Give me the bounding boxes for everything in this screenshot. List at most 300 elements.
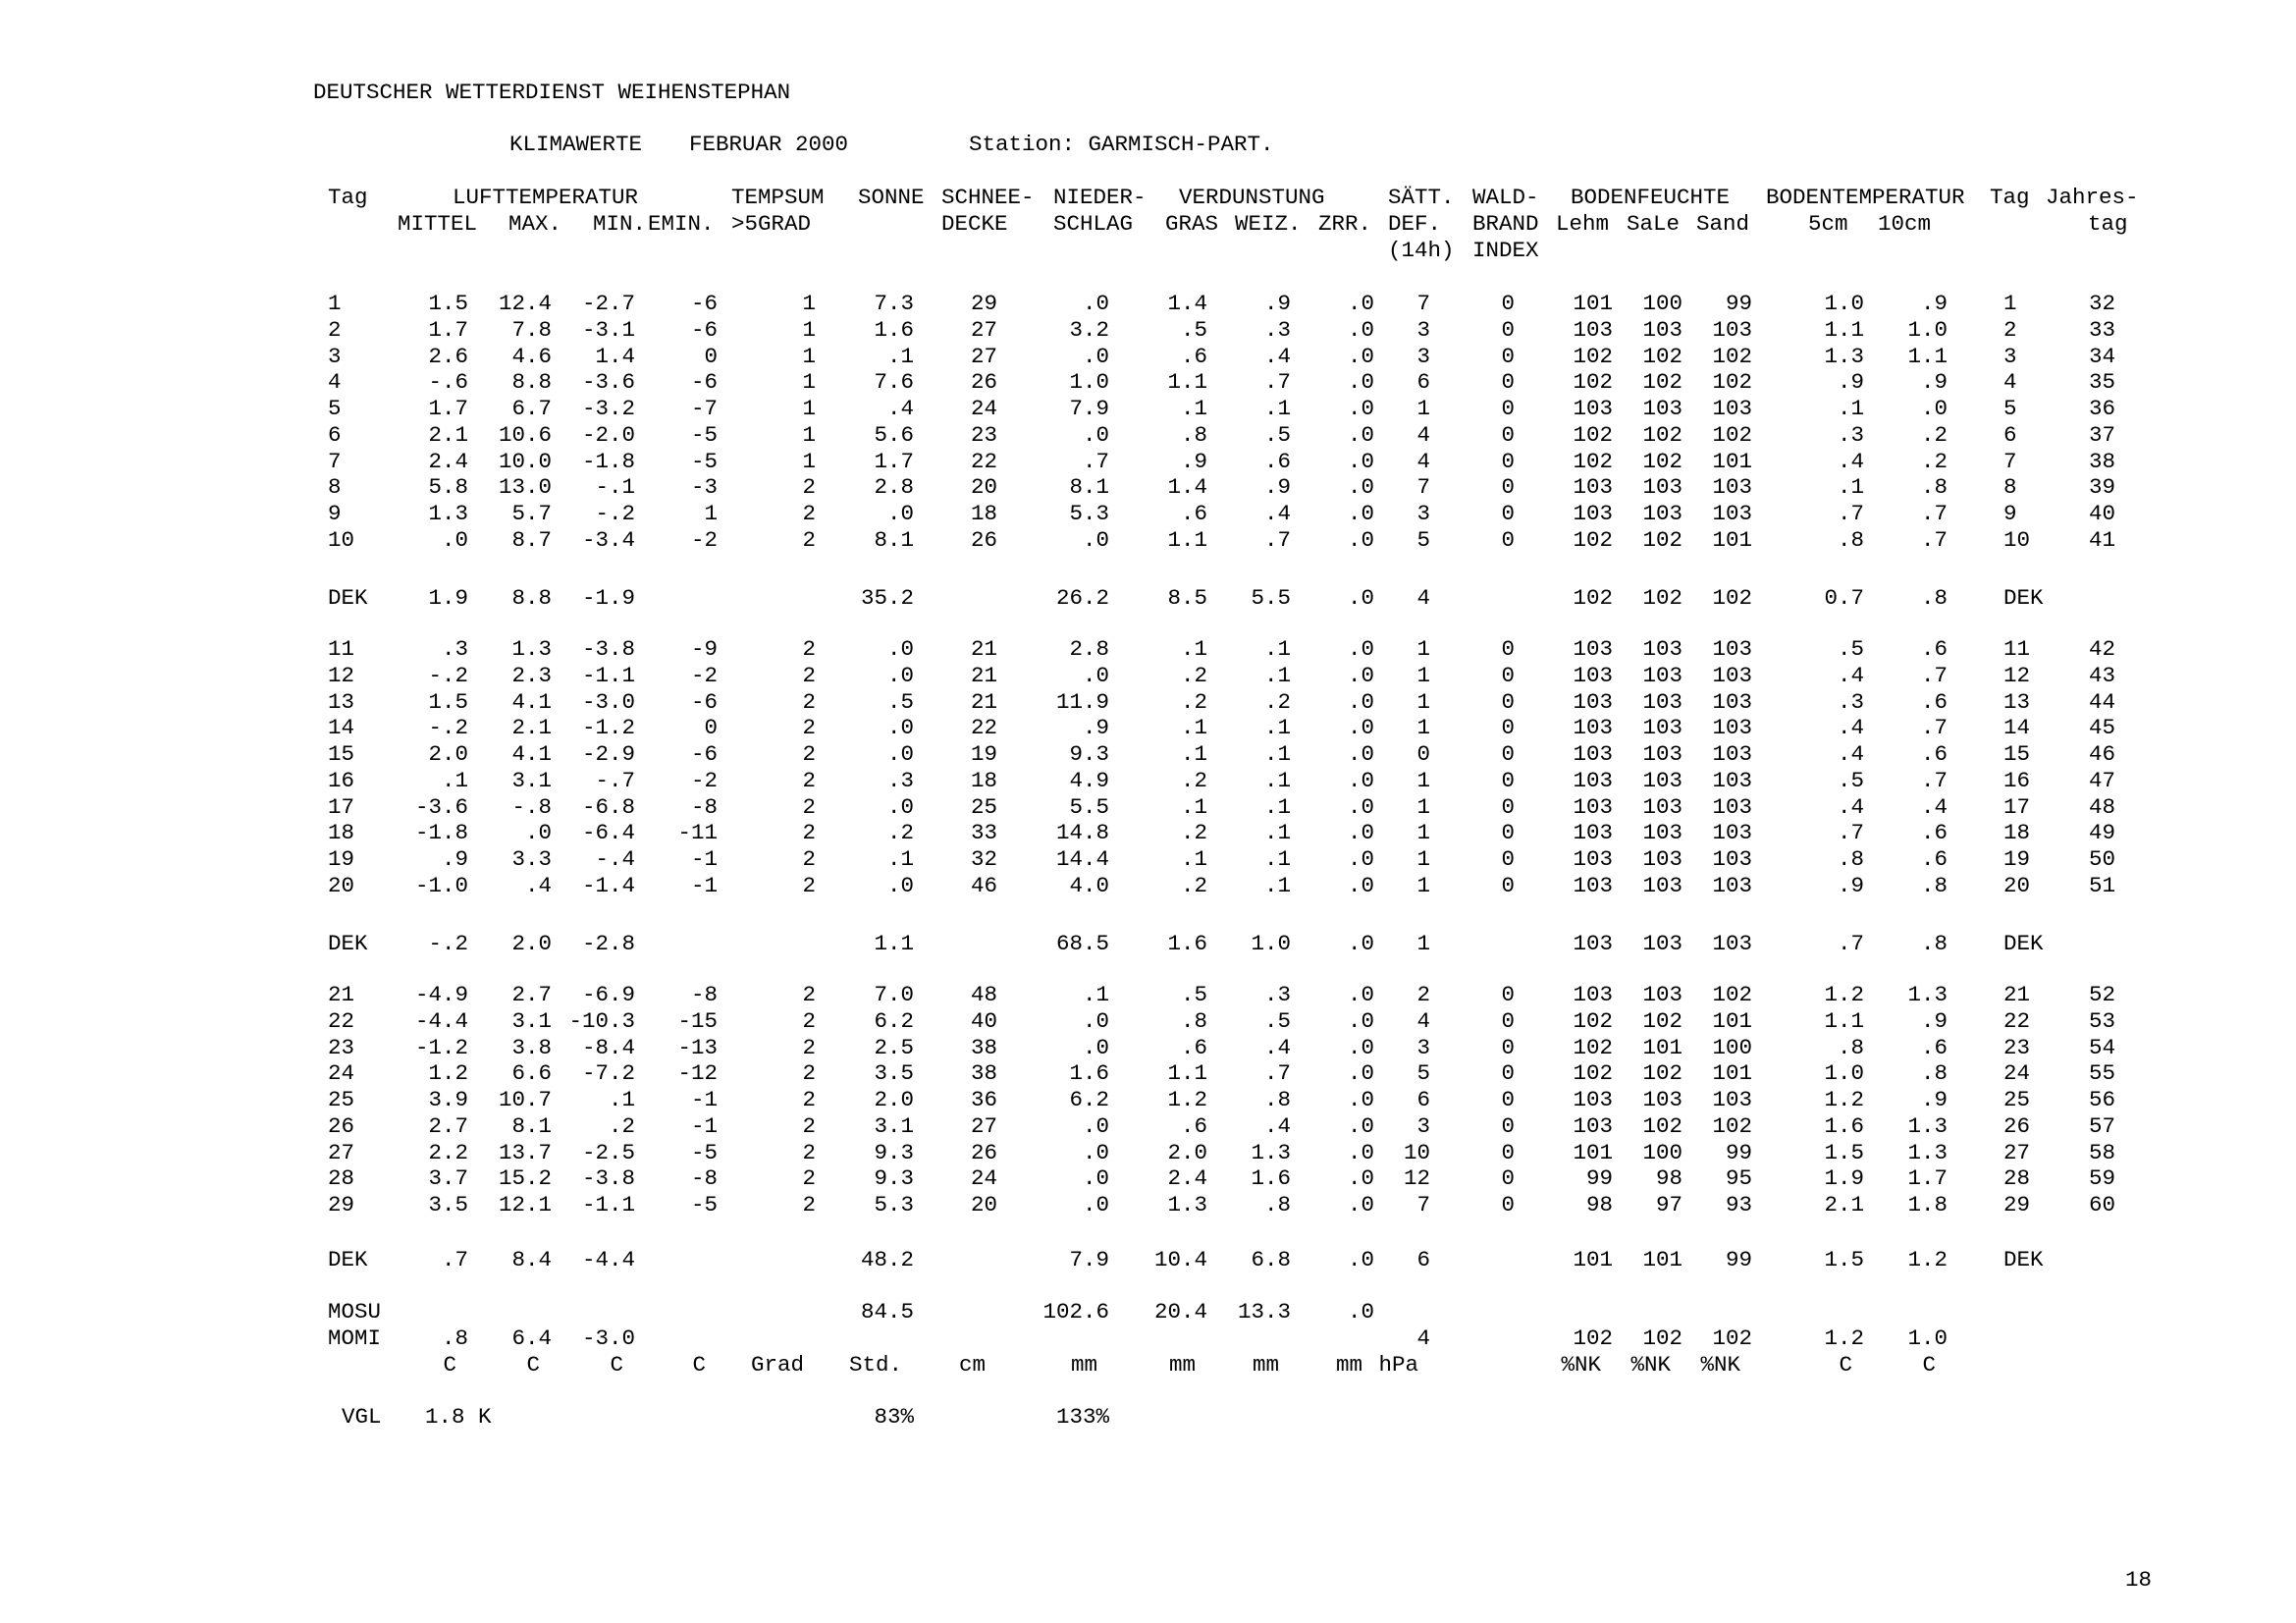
- col-evap-zrr-cell: .0: [1347, 369, 1374, 396]
- col-air-temp-emin-cell: 0: [704, 343, 718, 369]
- col-saturation-deficit-cell: 3: [1416, 316, 1430, 343]
- col-soil-moisture-sandy-loam-cell: 100: [1642, 1139, 1682, 1165]
- day-row: [0, 1008, 2296, 1035]
- col-day-repeat-cell: 4: [2003, 369, 2017, 396]
- col-soil-temp-5cm-cell: 1.0: [1824, 1060, 1864, 1087]
- day-row: [0, 1113, 2296, 1140]
- col-evap-grass-cell: 20.4: [1153, 1299, 1207, 1325]
- day-row: [0, 820, 2296, 846]
- col-tempsum-cell: 1: [802, 343, 816, 369]
- header-5cm: 5cm: [1808, 211, 1848, 237]
- col-forest-fire-index-cell: 0: [1501, 474, 1515, 501]
- col-tempsum-cell: 2: [802, 1087, 816, 1112]
- col-soil-moisture-sandy-loam-cell: 101: [1642, 1247, 1682, 1272]
- unit-label: hPa: [1378, 1352, 1418, 1378]
- col-evap-zrr-cell: .0: [1347, 501, 1374, 526]
- col-soil-temp-10cm-cell: 1.7: [1907, 1165, 1948, 1192]
- col-sunshine-cell: 2.5: [874, 1034, 914, 1060]
- col-air-temp-mean-cell: 2.6: [428, 343, 468, 369]
- col-air-temp-mean-cell: -1.8: [414, 820, 468, 846]
- col-soil-temp-5cm-cell: .1: [1837, 474, 1864, 501]
- col-evap-wheat-cell: .6: [1263, 448, 1291, 474]
- header-saturation: SÄTT.: [1388, 185, 1455, 210]
- col-day-of-year-cell: 51: [2088, 872, 2115, 898]
- col-day-of-year-cell: 46: [2088, 741, 2115, 767]
- col-air-temp-min-cell: -2.5: [581, 1139, 635, 1165]
- col-evap-wheat-cell: .1: [1263, 715, 1291, 741]
- col-soil-temp-10cm-cell: .6: [1920, 820, 1948, 846]
- col-air-temp-max-cell: 8.1: [511, 1112, 552, 1139]
- col-air-temp-emin-cell: -5: [690, 421, 718, 448]
- col-air-temp-max-cell: 10.6: [498, 421, 552, 448]
- col-soil-moisture-sand-cell: 103: [1712, 662, 1752, 688]
- col-evap-grass-cell: .5: [1180, 982, 1207, 1007]
- header-sandy-loam: SaLe: [1627, 211, 1681, 237]
- col-day-cell: 5: [328, 396, 342, 421]
- col-air-temp-emin-cell: -1: [690, 1112, 718, 1139]
- col-evap-wheat-cell: .1: [1263, 846, 1291, 872]
- col-soil-moisture-loam-cell: 101: [1573, 291, 1613, 316]
- col-day-repeat-cell: 9: [2003, 501, 2017, 526]
- col-soil-moisture-sandy-loam-cell: 97: [1655, 1192, 1682, 1217]
- col-day-cell: 13: [328, 688, 355, 715]
- col-evap-zrr-cell: .0: [1347, 1060, 1374, 1087]
- day-row: [0, 291, 2296, 317]
- col-tempsum-cell: 2: [802, 1165, 816, 1192]
- col-sunshine-cell: .0: [886, 872, 914, 898]
- col-soil-temp-5cm-cell: .8: [1837, 526, 1864, 553]
- col-soil-temp-10cm-cell: .9: [1920, 369, 1948, 396]
- col-day-cell: 12: [328, 662, 355, 688]
- header-row: [0, 185, 2296, 211]
- col-precipitation-cell: 14.8: [1055, 820, 1109, 846]
- col-air-temp-min-cell: -.4: [595, 846, 635, 872]
- col-evap-wheat-cell: .1: [1263, 396, 1291, 421]
- col-soil-moisture-sandy-loam-cell: 103: [1642, 715, 1682, 741]
- col-sunshine-cell: 1.1: [874, 931, 914, 956]
- col-soil-temp-10cm-cell: .9: [1920, 1087, 1948, 1112]
- col-day-of-year-cell: 34: [2088, 343, 2115, 369]
- col-saturation-deficit-cell: 5: [1416, 1060, 1430, 1087]
- col-day-repeat-cell: 22: [2003, 1007, 2031, 1034]
- col-day-of-year-cell: 60: [2088, 1192, 2115, 1217]
- col-air-temp-mean-cell: 1.3: [428, 501, 468, 526]
- col-soil-temp-5cm-cell: .4: [1837, 715, 1864, 741]
- col-evap-wheat-cell: .4: [1263, 1112, 1291, 1139]
- day-row: [0, 741, 2296, 768]
- header-above-5-deg: >5GRAD: [731, 211, 812, 237]
- col-saturation-deficit-cell: 6: [1416, 1247, 1430, 1272]
- col-tempsum-cell: 2: [802, 662, 816, 688]
- col-evap-wheat-cell: .1: [1263, 872, 1291, 898]
- header-sunshine: SONNE: [858, 185, 925, 210]
- col-snow-depth-cell: 27: [970, 343, 997, 369]
- day-row: [0, 396, 2296, 422]
- col-soil-moisture-sand-cell: 103: [1712, 715, 1752, 741]
- col-tempsum-cell: 2: [802, 474, 816, 501]
- col-day-cell: 24: [328, 1060, 355, 1087]
- col-soil-temp-10cm-cell: .8: [1920, 1060, 1948, 1087]
- col-soil-temp-5cm-cell: 1.2: [1824, 1325, 1864, 1351]
- col-sunshine-cell: .2: [886, 820, 914, 846]
- col-evap-zrr-cell: .0: [1347, 1007, 1374, 1034]
- col-day-repeat-cell: 19: [2003, 846, 2031, 872]
- col-air-temp-max-cell: 5.7: [511, 501, 552, 526]
- col-day-cell: 25: [328, 1087, 355, 1112]
- header-mean: MITTEL: [398, 211, 478, 237]
- col-air-temp-max-cell: 8.7: [511, 526, 552, 553]
- col-evap-zrr-cell: .0: [1347, 820, 1374, 846]
- col-air-temp-mean-cell: .3: [441, 636, 468, 662]
- col-forest-fire-index-cell: 0: [1501, 448, 1515, 474]
- unit-label: %NK: [1700, 1352, 1740, 1378]
- col-air-temp-max-cell: .0: [524, 820, 552, 846]
- col-soil-moisture-sand-cell: 103: [1712, 501, 1752, 526]
- col-air-temp-mean-cell: 1.7: [428, 316, 468, 343]
- col-air-temp-emin-cell: -1: [690, 872, 718, 898]
- col-air-temp-min-cell: .2: [608, 1112, 635, 1139]
- col-precipitation-cell: .0: [1082, 1034, 1109, 1060]
- col-sunshine-cell: .4: [886, 396, 914, 421]
- col-forest-fire-index-cell: 0: [1501, 291, 1515, 316]
- header-tag-repeat: Tag: [1990, 185, 2030, 210]
- col-air-temp-emin-cell: -15: [677, 1007, 718, 1034]
- col-air-temp-mean-cell: .9: [441, 846, 468, 872]
- col-evap-grass-cell: .1: [1180, 846, 1207, 872]
- col-snow-depth-cell: 19: [970, 741, 997, 767]
- col-soil-moisture-loam-cell: 99: [1585, 1165, 1613, 1192]
- col-soil-moisture-sandy-loam-cell: 98: [1655, 1165, 1682, 1192]
- col-snow-depth-cell: 20: [970, 474, 997, 501]
- col-air-temp-max-cell: 2.0: [511, 931, 552, 956]
- col-day-cell: 28: [328, 1165, 355, 1192]
- col-day-repeat-cell: 23: [2003, 1034, 2031, 1060]
- col-soil-temp-5cm-cell: 1.2: [1824, 1087, 1864, 1112]
- col-air-temp-mean-cell: 2.7: [428, 1112, 468, 1139]
- col-air-temp-mean-cell: 2.4: [428, 448, 468, 474]
- col-air-temp-min-cell: -1.8: [581, 448, 635, 474]
- col-air-temp-max-cell: 10.7: [498, 1087, 552, 1112]
- col-forest-fire-index-cell: 0: [1501, 820, 1515, 846]
- col-air-temp-mean-cell: 5.8: [428, 474, 468, 501]
- col-soil-temp-10cm-cell: .6: [1920, 688, 1948, 715]
- col-precipitation-cell: 5.5: [1069, 793, 1109, 820]
- day-row: [0, 369, 2296, 396]
- col-air-temp-min-cell: -2.8: [581, 931, 635, 956]
- col-air-temp-emin-cell: -2: [690, 526, 718, 553]
- col-soil-moisture-loam-cell: 102: [1573, 1034, 1613, 1060]
- col-day-of-year-cell: 47: [2088, 767, 2115, 793]
- col-air-temp-max-cell: 15.2: [498, 1165, 552, 1192]
- col-evap-grass-cell: 8.5: [1167, 585, 1207, 611]
- col-soil-moisture-sand-cell: 103: [1712, 931, 1752, 956]
- col-soil-moisture-sandy-loam-cell: 102: [1642, 526, 1682, 553]
- col-forest-fire-index-cell: 0: [1501, 715, 1515, 741]
- col-soil-moisture-sandy-loam-cell: 103: [1642, 662, 1682, 688]
- col-air-temp-max-cell: 13.0: [498, 474, 552, 501]
- col-day-cell: 23: [328, 1034, 355, 1060]
- col-sunshine-cell: .0: [886, 741, 914, 767]
- col-soil-moisture-loam-cell: 103: [1573, 474, 1613, 501]
- col-evap-grass-cell: 1.1: [1167, 526, 1207, 553]
- col-air-temp-mean-cell: 1.9: [428, 585, 468, 611]
- institution-name: DEUTSCHER WETTERDIENST WEIHENSTEPHAN: [313, 80, 791, 105]
- col-saturation-deficit-cell: 1: [1416, 820, 1430, 846]
- day-row: [0, 1140, 2296, 1166]
- col-forest-fire-index-cell: 0: [1501, 688, 1515, 715]
- col-evap-grass-cell: .1: [1180, 793, 1207, 820]
- col-sunshine-cell: .5: [886, 688, 914, 715]
- col-air-temp-min-cell: -.2: [595, 501, 635, 526]
- col-soil-moisture-sandy-loam-cell: 103: [1642, 846, 1682, 872]
- decade-summary-row: [0, 1247, 2296, 1273]
- col-air-temp-min-cell: -3.0: [581, 688, 635, 715]
- col-soil-moisture-sand-cell: 99: [1725, 1247, 1752, 1272]
- col-evap-zrr-cell: .0: [1347, 1165, 1374, 1192]
- col-day-cell: 2: [328, 316, 342, 343]
- col-soil-moisture-sandy-loam-cell: 102: [1642, 1060, 1682, 1087]
- col-sunshine-cell: .1: [886, 846, 914, 872]
- col-evap-zrr-cell: .0: [1347, 872, 1374, 898]
- col-precipitation-cell: 102.6: [1042, 1299, 1109, 1325]
- col-air-temp-emin-cell: -6: [690, 316, 718, 343]
- col-day-of-year-cell: 41: [2088, 526, 2115, 553]
- col-forest-fire-index-cell: 0: [1501, 741, 1515, 767]
- col-day-cell: 20: [328, 872, 355, 898]
- col-evap-wheat-cell: .1: [1263, 741, 1291, 767]
- col-air-temp-min-cell: -.7: [595, 767, 635, 793]
- col-soil-moisture-sand-cell: 99: [1725, 291, 1752, 316]
- col-snow-depth-cell: 32: [970, 846, 997, 872]
- col-air-temp-max-cell: 2.3: [511, 662, 552, 688]
- col-air-temp-max-cell: 6.7: [511, 396, 552, 421]
- col-air-temp-min-cell: -.1: [595, 474, 635, 501]
- col-saturation-deficit-cell: 4: [1416, 1325, 1430, 1351]
- col-tempsum-cell: 2: [802, 767, 816, 793]
- col-day-cell: DEK: [328, 585, 368, 611]
- col-air-temp-emin-cell: 1: [704, 501, 718, 526]
- header-day-of-year: Jahres-: [2046, 185, 2139, 210]
- col-air-temp-emin-cell: -11: [677, 820, 718, 846]
- col-precipitation-cell: 7.9: [1069, 396, 1109, 421]
- unit-label: mm: [1335, 1352, 1362, 1378]
- col-saturation-deficit-cell: 4: [1416, 1007, 1430, 1034]
- col-sunshine-cell: .0: [886, 662, 914, 688]
- unit-label: mm: [1252, 1352, 1279, 1378]
- col-day-cell: 21: [328, 982, 355, 1007]
- col-sunshine-cell: 1.7: [874, 448, 914, 474]
- col-forest-fire-index-cell: 0: [1501, 526, 1515, 553]
- col-evap-grass-cell: .8: [1180, 1007, 1207, 1034]
- col-air-temp-mean-cell: 2.1: [428, 421, 468, 448]
- col-evap-wheat-cell: .9: [1263, 474, 1291, 501]
- col-snow-depth-cell: 46: [970, 872, 997, 898]
- col-day-cell: DEK: [328, 1247, 368, 1272]
- col-soil-moisture-sandy-loam-cell: 103: [1642, 1087, 1682, 1112]
- col-day-repeat-cell: 5: [2003, 396, 2017, 421]
- col-forest-fire-index-cell: 0: [1501, 1060, 1515, 1087]
- col-day-repeat-cell: DEK: [2003, 931, 2044, 956]
- col-air-temp-emin-cell: -8: [690, 793, 718, 820]
- col-day-repeat-cell: 24: [2003, 1060, 2031, 1087]
- col-air-temp-min-cell: -3.0: [581, 1325, 635, 1351]
- col-air-temp-min-cell: -2.0: [581, 421, 635, 448]
- col-evap-grass-cell: 1.3: [1167, 1192, 1207, 1217]
- col-air-temp-emin-cell: -12: [677, 1060, 718, 1087]
- col-air-temp-max-cell: 6.4: [511, 1325, 552, 1351]
- col-soil-moisture-sand-cell: 103: [1712, 474, 1752, 501]
- col-sunshine-cell: .0: [886, 793, 914, 820]
- col-day-cell: MOMI: [328, 1325, 382, 1351]
- col-soil-temp-5cm-cell: 1.5: [1824, 1247, 1864, 1272]
- col-day-cell: 4: [328, 369, 342, 396]
- col-snow-depth-cell: 26: [970, 369, 997, 396]
- day-row: [0, 636, 2296, 663]
- col-day-cell: 8: [328, 474, 342, 501]
- col-evap-wheat-cell: 13.3: [1237, 1299, 1291, 1325]
- col-tempsum-cell: 2: [802, 1139, 816, 1165]
- col-snow-depth-cell: 26: [970, 1139, 997, 1165]
- col-soil-temp-10cm-cell: 1.8: [1907, 1192, 1948, 1217]
- monthly-sum-row: [0, 1299, 2296, 1325]
- col-evap-zrr-cell: .0: [1347, 846, 1374, 872]
- col-soil-temp-5cm-cell: .5: [1837, 767, 1864, 793]
- col-soil-moisture-sandy-loam-cell: 102: [1642, 448, 1682, 474]
- col-air-temp-min-cell: -1.4: [581, 872, 635, 898]
- header-soil-temperature: BODENTEMPERATUR: [1766, 185, 1965, 210]
- col-day-repeat-cell: 27: [2003, 1139, 2031, 1165]
- col-soil-moisture-loam-cell: 103: [1573, 767, 1613, 793]
- col-soil-temp-5cm-cell: 1.3: [1824, 343, 1864, 369]
- col-air-temp-min-cell: -1.9: [581, 585, 635, 611]
- col-tempsum-cell: 2: [802, 526, 816, 553]
- header-depth: DECKE: [941, 211, 1008, 237]
- col-snow-depth-cell: 26: [970, 526, 997, 553]
- day-row: [0, 846, 2296, 873]
- col-evap-zrr-cell: .0: [1347, 585, 1374, 611]
- col-forest-fire-index-cell: 0: [1501, 1165, 1515, 1192]
- col-snow-depth-cell: 27: [970, 1112, 997, 1139]
- col-air-temp-min-cell: -3.1: [581, 316, 635, 343]
- header-loam: Lehm: [1556, 211, 1610, 237]
- col-air-temp-emin-cell: -2: [690, 767, 718, 793]
- col-evap-zrr-cell: .0: [1347, 662, 1374, 688]
- col-evap-wheat-cell: 5.5: [1251, 585, 1291, 611]
- col-air-temp-mean-cell: .1: [441, 767, 468, 793]
- col-soil-temp-10cm-cell: 1.3: [1907, 1139, 1948, 1165]
- col-evap-grass-cell: .2: [1180, 767, 1207, 793]
- col-soil-moisture-sandy-loam-cell: 102: [1642, 369, 1682, 396]
- header-snow: SCHNEE-: [941, 185, 1035, 210]
- col-air-temp-mean-cell: 1.2: [428, 1060, 468, 1087]
- col-day-repeat-cell: DEK: [2003, 1247, 2044, 1272]
- col-evap-zrr-cell: .0: [1347, 793, 1374, 820]
- col-evap-wheat-cell: .9: [1263, 291, 1291, 316]
- col-saturation-deficit-cell: 1: [1416, 636, 1430, 662]
- col-evap-zrr-cell: .0: [1347, 1112, 1374, 1139]
- col-saturation-deficit-cell: 1: [1416, 767, 1430, 793]
- col-evap-zrr-cell: .0: [1347, 526, 1374, 553]
- col-evap-zrr-cell: .0: [1347, 343, 1374, 369]
- col-evap-zrr-cell: .0: [1347, 688, 1374, 715]
- report-month: FEBRUAR 2000: [689, 132, 849, 157]
- col-snow-depth-cell: 27: [970, 316, 997, 343]
- day-row: [0, 474, 2296, 501]
- col-day-cell: 18: [328, 820, 355, 846]
- col-soil-moisture-sand-cell: 103: [1712, 767, 1752, 793]
- col-soil-moisture-loam-cell: 103: [1573, 982, 1613, 1007]
- col-air-temp-min-cell: -3.4: [581, 526, 635, 553]
- col-air-temp-mean-cell: -4.9: [414, 982, 468, 1007]
- col-air-temp-mean-cell: .8: [441, 1325, 468, 1351]
- col-air-temp-emin-cell: -13: [677, 1034, 718, 1060]
- col-soil-moisture-sand-cell: 103: [1712, 846, 1752, 872]
- col-evap-grass-cell: 1.1: [1167, 1060, 1207, 1087]
- col-evap-grass-cell: .2: [1180, 820, 1207, 846]
- col-air-temp-min-cell: -3.2: [581, 396, 635, 421]
- col-saturation-deficit-cell: 1: [1416, 688, 1430, 715]
- col-snow-depth-cell: 21: [970, 662, 997, 688]
- col-day-cell: 17: [328, 793, 355, 820]
- col-air-temp-emin-cell: -8: [690, 1165, 718, 1192]
- col-snow-depth-cell: 21: [970, 688, 997, 715]
- col-air-temp-mean-cell: .0: [441, 526, 468, 553]
- col-day-of-year-cell: 45: [2088, 715, 2115, 741]
- col-tempsum-cell: 1: [802, 291, 816, 316]
- day-row: [0, 873, 2296, 899]
- col-air-temp-min-cell: 1.4: [595, 343, 635, 369]
- comparison-row: [0, 1404, 2296, 1431]
- col-soil-temp-10cm-cell: 1.3: [1907, 982, 1948, 1007]
- col-soil-temp-5cm-cell: .3: [1837, 421, 1864, 448]
- col-air-temp-mean-cell: -3.6: [414, 793, 468, 820]
- col-day-of-year-cell: 35: [2088, 369, 2115, 396]
- col-forest-fire-index-cell: 0: [1501, 1087, 1515, 1112]
- col-snow-depth-cell: 40: [970, 1007, 997, 1034]
- col-air-temp-emin-cell: -1: [690, 846, 718, 872]
- day-row: [0, 344, 2296, 370]
- day-row: [0, 715, 2296, 741]
- col-tempsum-cell: 2: [802, 636, 816, 662]
- col-evap-grass-cell: .6: [1180, 343, 1207, 369]
- col-air-temp-mean-cell: 2.2: [428, 1139, 468, 1165]
- col-soil-temp-5cm-cell: 1.0: [1824, 291, 1864, 316]
- col-day-cell: 10: [328, 526, 355, 553]
- col-soil-temp-10cm-cell: .2: [1920, 448, 1948, 474]
- col-day-cell: 16: [328, 767, 355, 793]
- col-tempsum-cell: 1: [802, 369, 816, 396]
- col-evap-wheat-cell: .3: [1263, 982, 1291, 1007]
- col-soil-moisture-loam-cell: 102: [1573, 343, 1613, 369]
- day-row: [0, 501, 2296, 527]
- col-evap-zrr-cell: .0: [1347, 1139, 1374, 1165]
- col-soil-temp-10cm-cell: .8: [1920, 585, 1948, 611]
- col-evap-wheat-cell: .2: [1263, 688, 1291, 715]
- unit-label: C: [1839, 1352, 1852, 1378]
- col-evap-wheat-cell: .4: [1263, 343, 1291, 369]
- report-title: KLIMAWERTE: [509, 132, 643, 157]
- col-forest-fire-index-cell: 0: [1501, 421, 1515, 448]
- col-soil-moisture-sandy-loam-cell: 103: [1642, 396, 1682, 421]
- report-title-line: [0, 132, 2296, 158]
- col-soil-temp-5cm-cell: .4: [1837, 793, 1864, 820]
- col-forest-fire-index-cell: 0: [1501, 1192, 1515, 1217]
- col-day-repeat-cell: DEK: [2003, 585, 2044, 611]
- col-evap-grass-cell: .2: [1180, 688, 1207, 715]
- col-evap-wheat-cell: .1: [1263, 662, 1291, 688]
- col-soil-moisture-loam-cell: 102: [1573, 421, 1613, 448]
- col-day-repeat-cell: 18: [2003, 820, 2031, 846]
